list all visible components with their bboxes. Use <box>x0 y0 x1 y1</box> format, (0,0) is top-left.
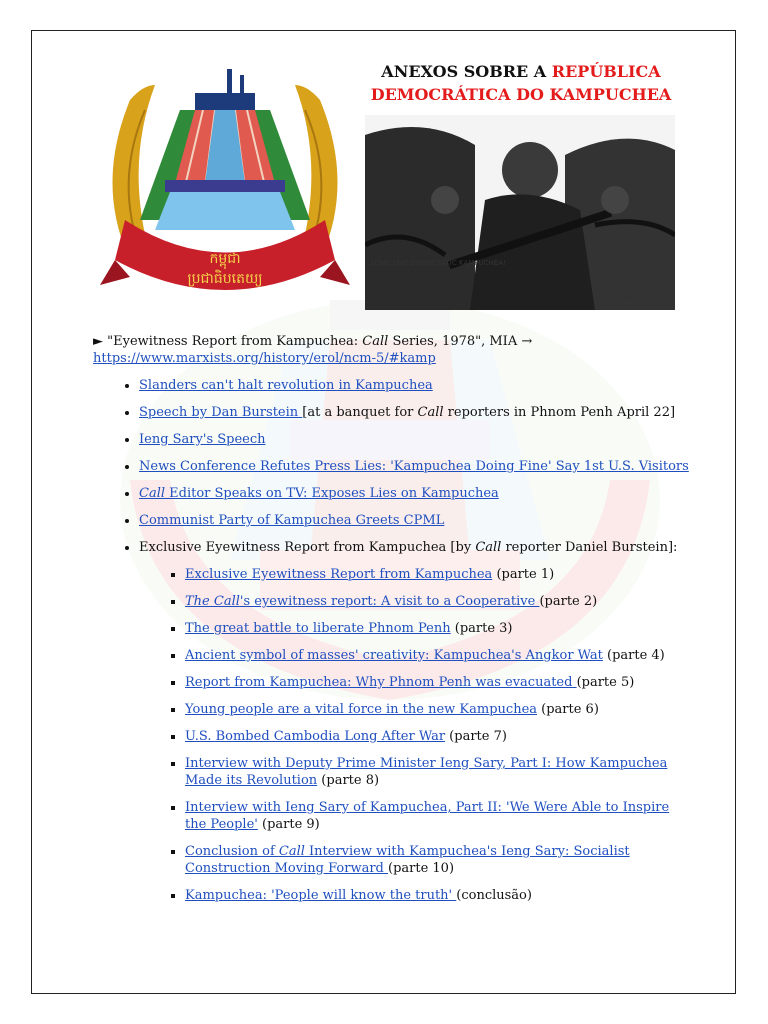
series-link[interactable] <box>185 594 539 609</box>
part-label: (parte 5) <box>576 675 635 690</box>
part-label: (conclusão) <box>456 888 532 903</box>
list-item <box>139 485 693 502</box>
part-label: (parte 7) <box>445 729 507 744</box>
item-note: [at a banquet for <box>302 405 418 420</box>
part-label: (parte 4) <box>602 648 665 663</box>
item-call: Call <box>475 540 502 555</box>
part-label: (parte 6) <box>537 702 599 717</box>
sublist-item <box>185 843 693 877</box>
link-text: Editor Speaks on TV: Exposes Lies on Kampuchea <box>165 486 499 501</box>
revolutionary-poster-image <box>365 115 675 310</box>
series-link[interactable]: Report from Kampuchea: Why Phnom Penh was evacuated <box>185 675 577 690</box>
sublist-item <box>185 620 693 637</box>
link-call: Call <box>139 486 166 501</box>
article-link[interactable]: Speech by Dan Burstein <box>139 405 303 420</box>
item-note: reporters in Phnom Penh April 22] <box>443 405 676 420</box>
poster-caption-left: LONG LIVE DEMOCRATIC KAMPUCHEA! <box>371 259 506 267</box>
part-label: (parte 9) <box>257 817 320 832</box>
sublist-item <box>185 566 693 583</box>
source-url-link[interactable]: https://www.marxists.org/history/erol/ncm-5/#kamp <box>93 351 436 366</box>
series-link[interactable]: Exclusive Eyewitness Report from Kampuchea <box>185 567 493 582</box>
emblem-text-top: កម្ពុជា <box>209 251 241 267</box>
article-link[interactable]: Slanders can't halt revolution in Kampuchea <box>139 378 433 393</box>
intro-line <box>93 333 693 367</box>
item-text: Exclusive Eyewitness Report from Kampuchea [by <box>139 540 476 555</box>
series-sublist <box>139 566 693 904</box>
series-link[interactable]: The great battle to liberate Phnom Penh <box>185 621 451 636</box>
list-item <box>139 539 693 904</box>
title-line-2: DEMOCRÁTICA DO KAMPUCHEA <box>370 85 672 104</box>
item-call: Call <box>417 405 444 420</box>
list-item <box>139 458 693 475</box>
list-item <box>139 512 693 529</box>
link-call: Call <box>278 844 305 859</box>
sublist-item <box>185 799 693 833</box>
series-link[interactable]: Young people are a vital force in the new Kampuchea <box>185 702 538 717</box>
article-list <box>93 377 693 904</box>
sublist-item <box>185 887 693 904</box>
article-link[interactable]: Ieng Sary's Speech <box>139 432 266 447</box>
content <box>93 333 693 914</box>
series-link[interactable]: Kampuchea: 'People will know the truth' <box>185 888 457 903</box>
list-item <box>139 377 693 394</box>
intro-text-b: Series, 1978", MIA → <box>388 334 533 349</box>
intro-text-a: "Eyewitness Report from Kampuchea: <box>103 334 363 349</box>
part-label: (parte 3) <box>450 621 513 636</box>
sublist-item <box>185 647 693 664</box>
part-label: (parte 8) <box>317 773 380 788</box>
kampuchea-emblem <box>95 55 355 305</box>
emblem-text-bottom: ប្រជាធិបតេយ្យ <box>187 271 263 287</box>
link-text: 's eyewitness report: A visit to a Cooperative <box>239 594 540 609</box>
link-call: The Call <box>185 594 240 609</box>
arrow-bullet: ► <box>93 334 103 349</box>
link-text: Interview with Kampuchea's Ieng Sary: Socialist Construction Moving Forward <box>185 844 630 876</box>
page-title <box>366 60 676 106</box>
part-label: (parte 1) <box>492 567 555 582</box>
item-text: reporter Daniel Burstein]: <box>501 540 678 555</box>
poster-caption-right: GREENHAM - 79/CALL <box>597 295 663 302</box>
article-link[interactable]: Communist Party of Kampuchea Greets CPML <box>139 513 445 528</box>
part-label: (parte 2) <box>539 594 598 609</box>
intro-call: Call <box>362 334 389 349</box>
sublist-item <box>185 728 693 745</box>
part-label: (parte 10) <box>388 861 455 876</box>
sublist-item <box>185 674 693 691</box>
title-part-black: ANEXOS SOBRE A <box>381 62 552 81</box>
sublist-item <box>185 593 693 610</box>
article-link[interactable] <box>139 486 499 501</box>
sublist-item <box>185 755 693 789</box>
series-link[interactable]: Interview with Ieng Sary of Kampuchea, Part II: 'We Were Able to Inspire the People' <box>185 800 670 832</box>
series-link[interactable]: U.S. Bombed Cambodia Long After War <box>185 729 446 744</box>
article-link[interactable]: News Conference Refutes Press Lies: 'Kampuchea Doing Fine' Say 1st U.S. Visitors <box>139 459 689 474</box>
title-part-red: REPÚBLICA <box>551 62 661 81</box>
series-link[interactable]: Ancient symbol of masses' creativity: Kampuchea's Angkor Wat <box>185 648 603 663</box>
list-item <box>139 431 693 448</box>
list-item <box>139 404 693 421</box>
sublist-item <box>185 701 693 718</box>
series-link[interactable]: Interview with Deputy Prime Minister Ieng Sary, Part I: How Kampuchea Made its Revolution <box>185 756 668 788</box>
link-text: Conclusion of <box>185 844 279 859</box>
